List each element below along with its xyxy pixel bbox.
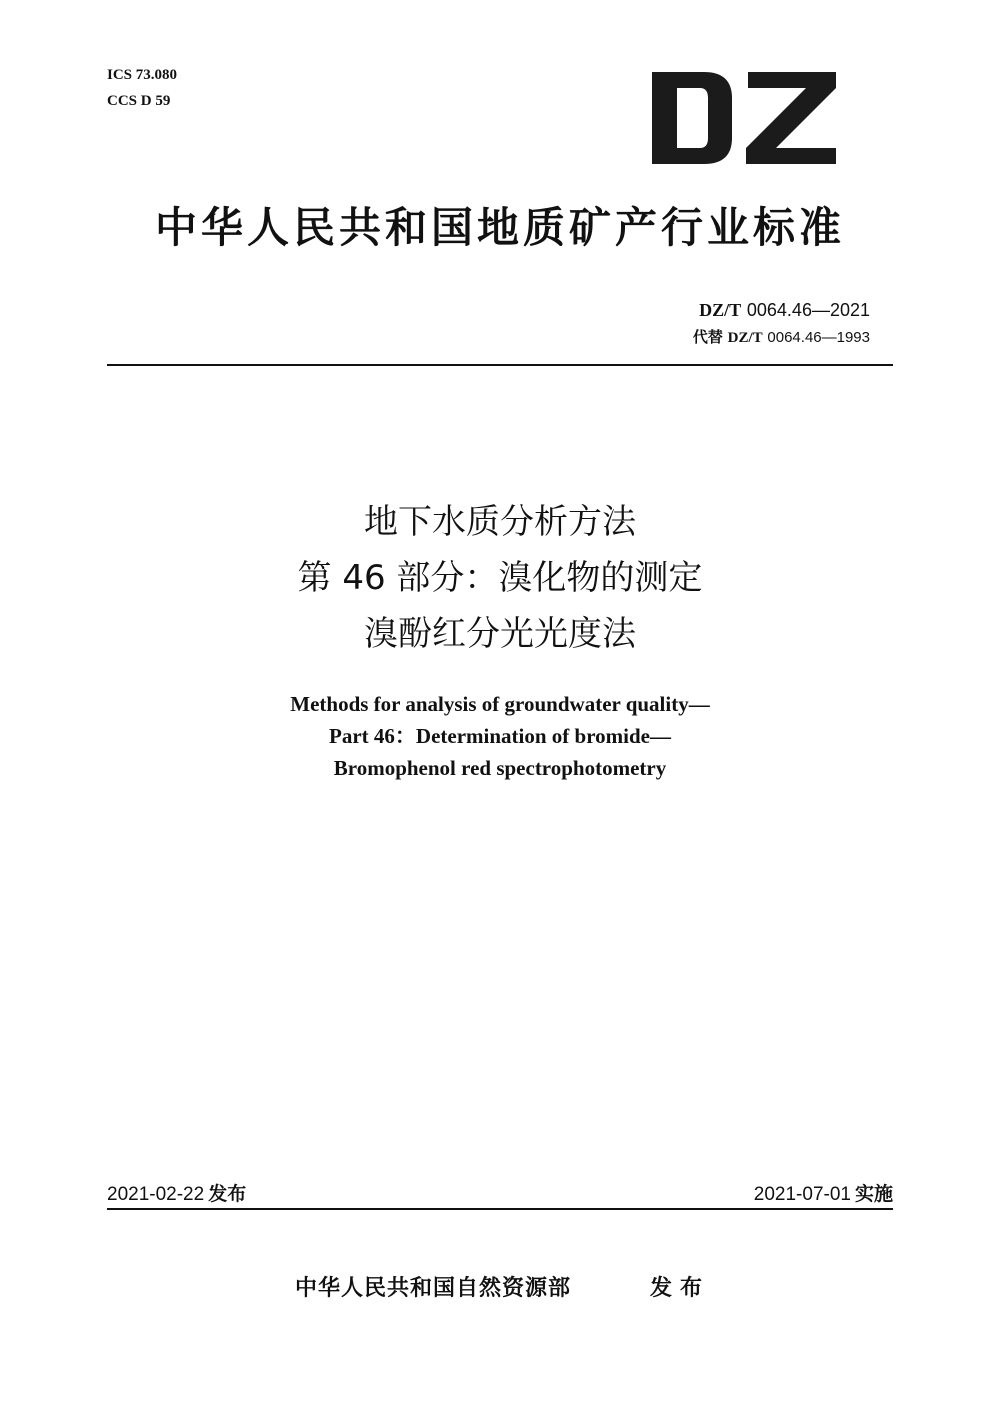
- issuing-action: 发布: [650, 1276, 711, 1301]
- implementation-date-label: 实施: [854, 1183, 893, 1205]
- standard-category: 中华人民共和国地质矿产行业标准: [154, 203, 845, 252]
- standard-number-value: 0064.46—2021: [746, 300, 870, 320]
- header-divider: [107, 364, 893, 366]
- title-cn-line1: 地下水质分析方法: [364, 502, 636, 542]
- issue-date: [107, 1182, 246, 1207]
- implementation-date-value: 2021-07-01: [753, 1184, 851, 1205]
- ccs-code: CCS D 59: [107, 93, 171, 109]
- implementation-date: [754, 1182, 893, 1207]
- issuing-authority: 中华人民共和国自然资源部: [295, 1276, 572, 1301]
- title-en-line1: Methods for analysis of groundwater quality—: [290, 692, 710, 716]
- title-en-line3: Bromophenol red spectrophotometry: [333, 756, 667, 780]
- title-en-line2: Part 46：Determination of bromide—: [329, 724, 671, 748]
- standard-number-prefix: DZ/T: [699, 300, 742, 320]
- dz-logo: [652, 72, 836, 164]
- issue-date-value: 2021-02-22: [107, 1184, 205, 1205]
- ics-code: ICS 73.080: [107, 67, 178, 83]
- replaces-prefix: DZ/T: [727, 330, 763, 346]
- standard-number: [699, 298, 870, 323]
- replaces-label: 代替: [692, 328, 723, 346]
- replaces-standard: [693, 327, 870, 348]
- title-cn-line2: 第 46 部分：溴化物的测定: [297, 558, 703, 598]
- replaces-number: 0064.46—1993: [767, 329, 870, 346]
- footer-divider: [107, 1208, 893, 1210]
- title-cn-line3: 溴酚红分光光度法: [364, 614, 636, 654]
- issue-date-label: 发布: [208, 1183, 247, 1205]
